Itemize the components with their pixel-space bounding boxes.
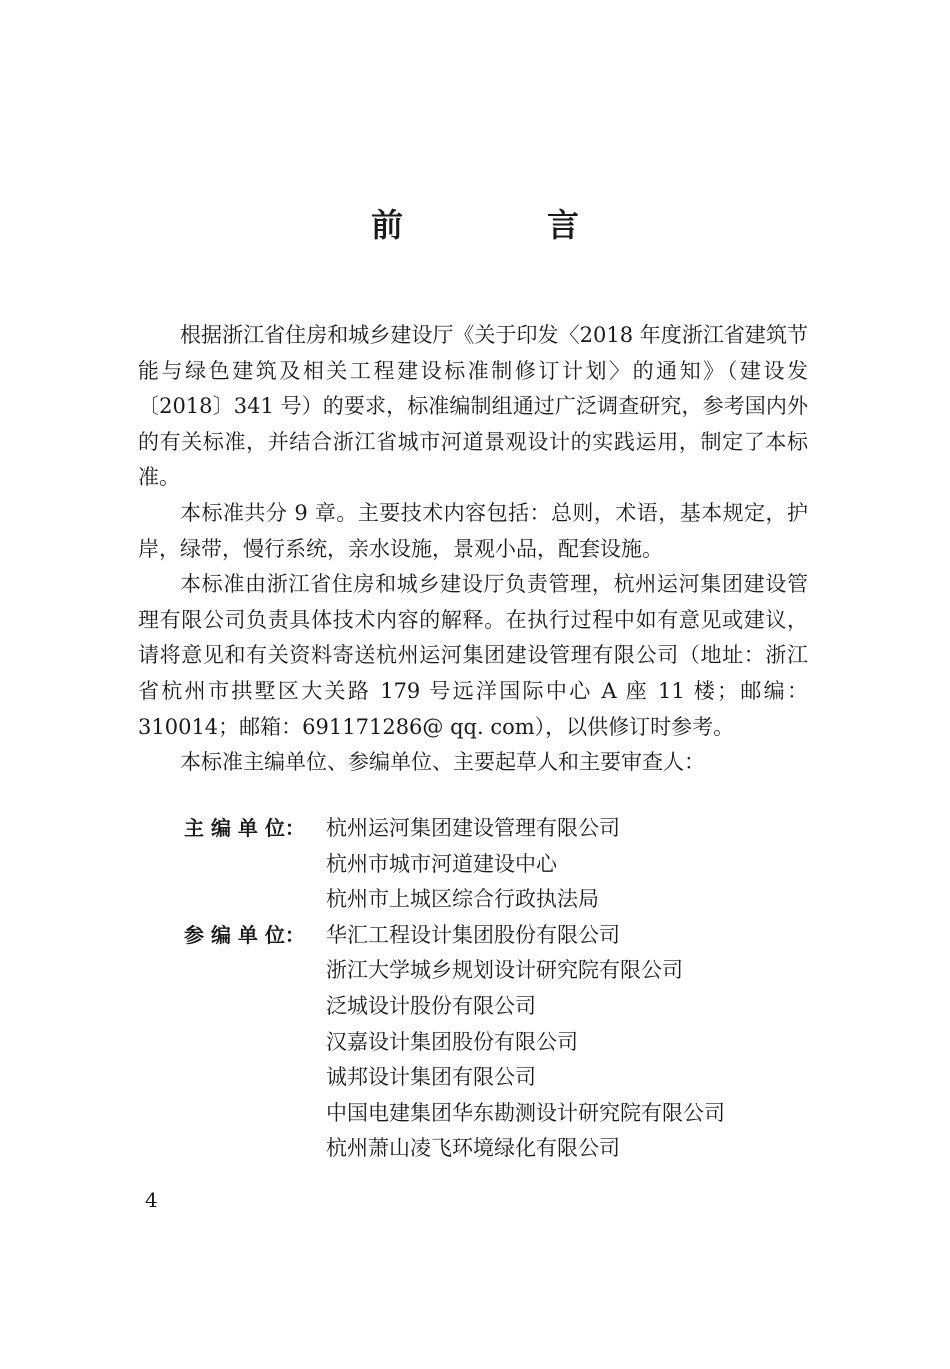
paragraph-management: 本标准由浙江省住房和城乡建设厅负责管理，杭州运河集团建设管理有限公司负责具体技术内容的解释。在执行过程中如有意见或建议，请将意见和有关资料寄送杭州运河集团建设管理有限公司（地址：浙江省杭州市拱墅区大关路 179 号远洋国际中心 A 座 11 楼；邮编：310014；邮箱：691171286@ qq. com），以供修订时参考。 bbox=[138, 572, 808, 739]
paragraph-units-intro: 本标准主编单位、参编单位、主要起草人和主要审查人： bbox=[180, 750, 705, 775]
chief-unit-item: 杭州市城市河道建设中心 bbox=[326, 851, 557, 876]
preface-body bbox=[138, 318, 808, 781]
chief-unit-item: 杭州运河集团建设管理有限公司 bbox=[326, 816, 620, 840]
chief-unit-item: 杭州市上城区综合行政执法局 bbox=[326, 887, 599, 912]
participating-unit-item: 杭州萧山凌飞环境绿化有限公司 bbox=[326, 1136, 620, 1161]
participating-units-label: 参 编 单 位： bbox=[184, 922, 305, 947]
chief-units-label: 主 编 单 位： bbox=[184, 816, 305, 840]
participating-units-list bbox=[326, 918, 950, 1167]
paragraph-basis: 根据浙江省住房和城乡建设厅《关于印发〈2018 年度浙江省建筑节能与绿色建筑及相关工程建设标准制修订计划〉的通知》（建设发〔2018〕341 号）的要求，标准编制组通过广泛调查研究，参考国内外的有关标准，并结合浙江省城市河道景观设计的实践运用，制定了本标准。 bbox=[138, 323, 808, 490]
participating-unit-item: 中国电建集团华东勘测设计研究院有限公司 bbox=[326, 1100, 725, 1125]
page-title: 前 言 bbox=[370, 206, 635, 244]
units-section bbox=[0, 811, 950, 1167]
participating-units-group bbox=[0, 918, 950, 1167]
chief-units-list bbox=[326, 811, 950, 918]
participating-unit-item: 诚邦设计集团有限公司 bbox=[326, 1065, 536, 1090]
participating-unit-item: 汉嘉设计集团股份有限公司 bbox=[326, 1029, 578, 1054]
chief-units-group bbox=[0, 811, 950, 918]
participating-unit-item: 浙江大学城乡规划设计研究院有限公司 bbox=[326, 958, 683, 983]
page-number: 4 bbox=[145, 1188, 158, 1212]
paragraph-contents: 本标准共分 9 章。主要技术内容包括：总则，术语，基本规定，护岸，绿带，慢行系统，亲水设施，景观小品，配套设施。 bbox=[138, 500, 808, 561]
participating-unit-item: 泛城设计股份有限公司 bbox=[326, 993, 536, 1018]
participating-unit-item: 华汇工程设计集团股份有限公司 bbox=[326, 922, 620, 947]
